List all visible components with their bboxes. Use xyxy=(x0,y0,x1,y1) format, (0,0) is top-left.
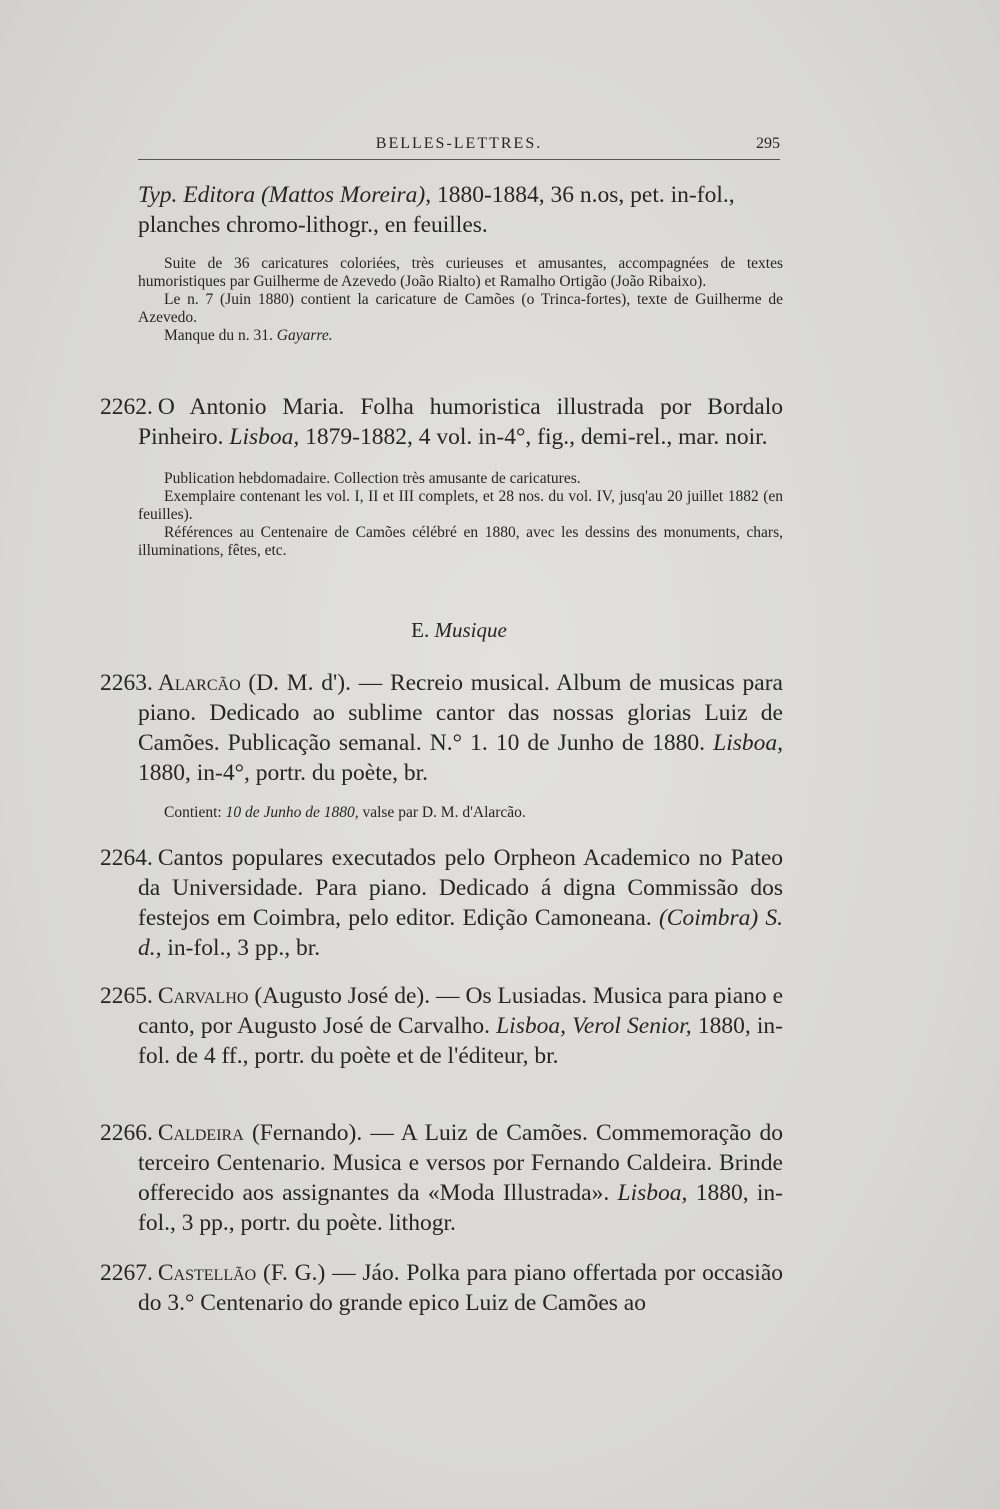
note-text: Contient: xyxy=(164,804,226,821)
entry-notes xyxy=(138,804,783,822)
entry-author: Castellão xyxy=(157,1260,257,1286)
entry-text: 1880, in-fol. de 4 ff., portr. du poète et de l'éditeur, br. xyxy=(138,1013,783,1069)
entry-author: Alarcão xyxy=(157,670,241,696)
entry-2263 xyxy=(100,668,783,822)
entry-text: 1879-1882, 4 vol. in-4°, fig., demi-rel., mar. noir. xyxy=(299,424,768,450)
entry-number: 2264. xyxy=(100,845,153,871)
note-text: Références au Centenaire de Camões célébré en 1880, avec les dessins des monuments, chars, illuminations, fêtes, etc. xyxy=(138,524,783,559)
entry-imprint: Lisboa, xyxy=(617,1180,688,1206)
entry-number: 2266. xyxy=(100,1120,153,1146)
section-heading xyxy=(138,618,780,643)
entry-text: (F. G.) — Jáo. Polka para piano offertada por occasião do 3.° Centenario do grande epico Luiz de Camões ao xyxy=(138,1260,783,1316)
continuation-imprint: Typ. Editora (Mattos Moreira), xyxy=(138,182,432,208)
entry-2265 xyxy=(100,981,783,1071)
note-text: Manque du n. 31. xyxy=(164,327,277,344)
note-text: Exemplaire contenant les vol. I, II et III complets, et 28 nos. du vol. IV, jusq'au 20 juillet 1882 (en feuilles). xyxy=(138,488,783,523)
entry-number: 2262. xyxy=(100,394,153,420)
entry-number: 2263. xyxy=(100,670,153,696)
entry-imprint: Lisboa, xyxy=(229,424,300,450)
page-number: 295 xyxy=(756,135,780,152)
entry-text: 1880, in-4°, portr. du poète, br. xyxy=(138,760,429,786)
section-title: Musique xyxy=(434,618,507,642)
entry-text: (Augusto José de). — Os Lusiadas. Musica para piano e canto, por Augusto José de Carvalho. xyxy=(138,983,783,1039)
entry-2262 xyxy=(100,392,783,560)
continuation-line2: planches chromo-lithogr., en feuilles. xyxy=(138,212,488,238)
entry-continuation xyxy=(138,180,783,345)
continuation-line1: 1880-1884, 36 n.os, pet. in-fol., xyxy=(431,182,735,208)
running-title: BELLES-LETTRES. xyxy=(375,135,543,152)
entry-2267 xyxy=(100,1258,783,1318)
entry-2264 xyxy=(100,843,783,963)
entry-notes xyxy=(138,470,783,560)
continuation-notes xyxy=(138,255,783,345)
entry-imprint: (Coimbra) S. d., xyxy=(138,905,783,961)
entry-author: Carvalho xyxy=(157,983,249,1009)
entry-imprint: Lisboa, Verol Senior, xyxy=(496,1013,692,1039)
entry-text: 1880, in-fol., 3 pp., portr. du poète. lithogr. xyxy=(138,1180,784,1236)
note-text: Le n. 7 (Juin 1880) contient la caricature de Camões (o Trinca-fortes), texte de Guilherme de Azevedo. xyxy=(138,291,783,326)
entry-number: 2267. xyxy=(100,1260,153,1286)
note-text: valse par D. M. d'Alarcão. xyxy=(358,804,526,821)
note-text: Publication hebdomadaire. Collection très amusante de caricatures. xyxy=(164,470,581,487)
running-head xyxy=(138,133,780,160)
note-italic: Gayarre. xyxy=(276,327,333,344)
entry-text: in-fol., 3 pp., br. xyxy=(161,935,321,961)
note-italic: 10 de Junho de 1880, xyxy=(225,804,359,821)
entry-author: Caldeira xyxy=(157,1120,244,1146)
section-letter: E. xyxy=(411,618,435,642)
note-text: Suite de 36 caricatures coloriées, très curieuses et amusantes, accompagnées de textes humoristiques par Guilherme de Azevedo (João Rialto) et Ramalho Ortigão (João Ribaixo). xyxy=(138,255,783,290)
entry-text: O Antonio Maria. Folha humoristica illustrada por Bordalo Pinheiro. xyxy=(138,394,783,450)
entry-text: Cantos populares executados pelo Orpheon Academico no Pateo da Universidade. Para piano. Dedicado á digna Commissão dos festejos em Coimbra, pelo editor. Edição Camoneana. xyxy=(138,845,783,931)
entry-imprint: Lisboa, xyxy=(713,730,783,756)
entry-text: (Fernando). — A Luiz de Camões. Commemoração do terceiro Centenario. Musica e versos por Fernando Caldeira. Brinde offerecido aos assignantes da «Moda Illustrada». xyxy=(138,1120,783,1206)
entry-number: 2265. xyxy=(100,983,153,1009)
entry-text: (D. M. d'). — Recreio musical. Album de musicas para piano. Dedicado ao sublime cantor das nossas glorias Luiz de Camões. Publicação semanal. N.° 1. 10 de Junho de 1880. xyxy=(138,670,783,756)
entry-2266 xyxy=(100,1118,784,1238)
